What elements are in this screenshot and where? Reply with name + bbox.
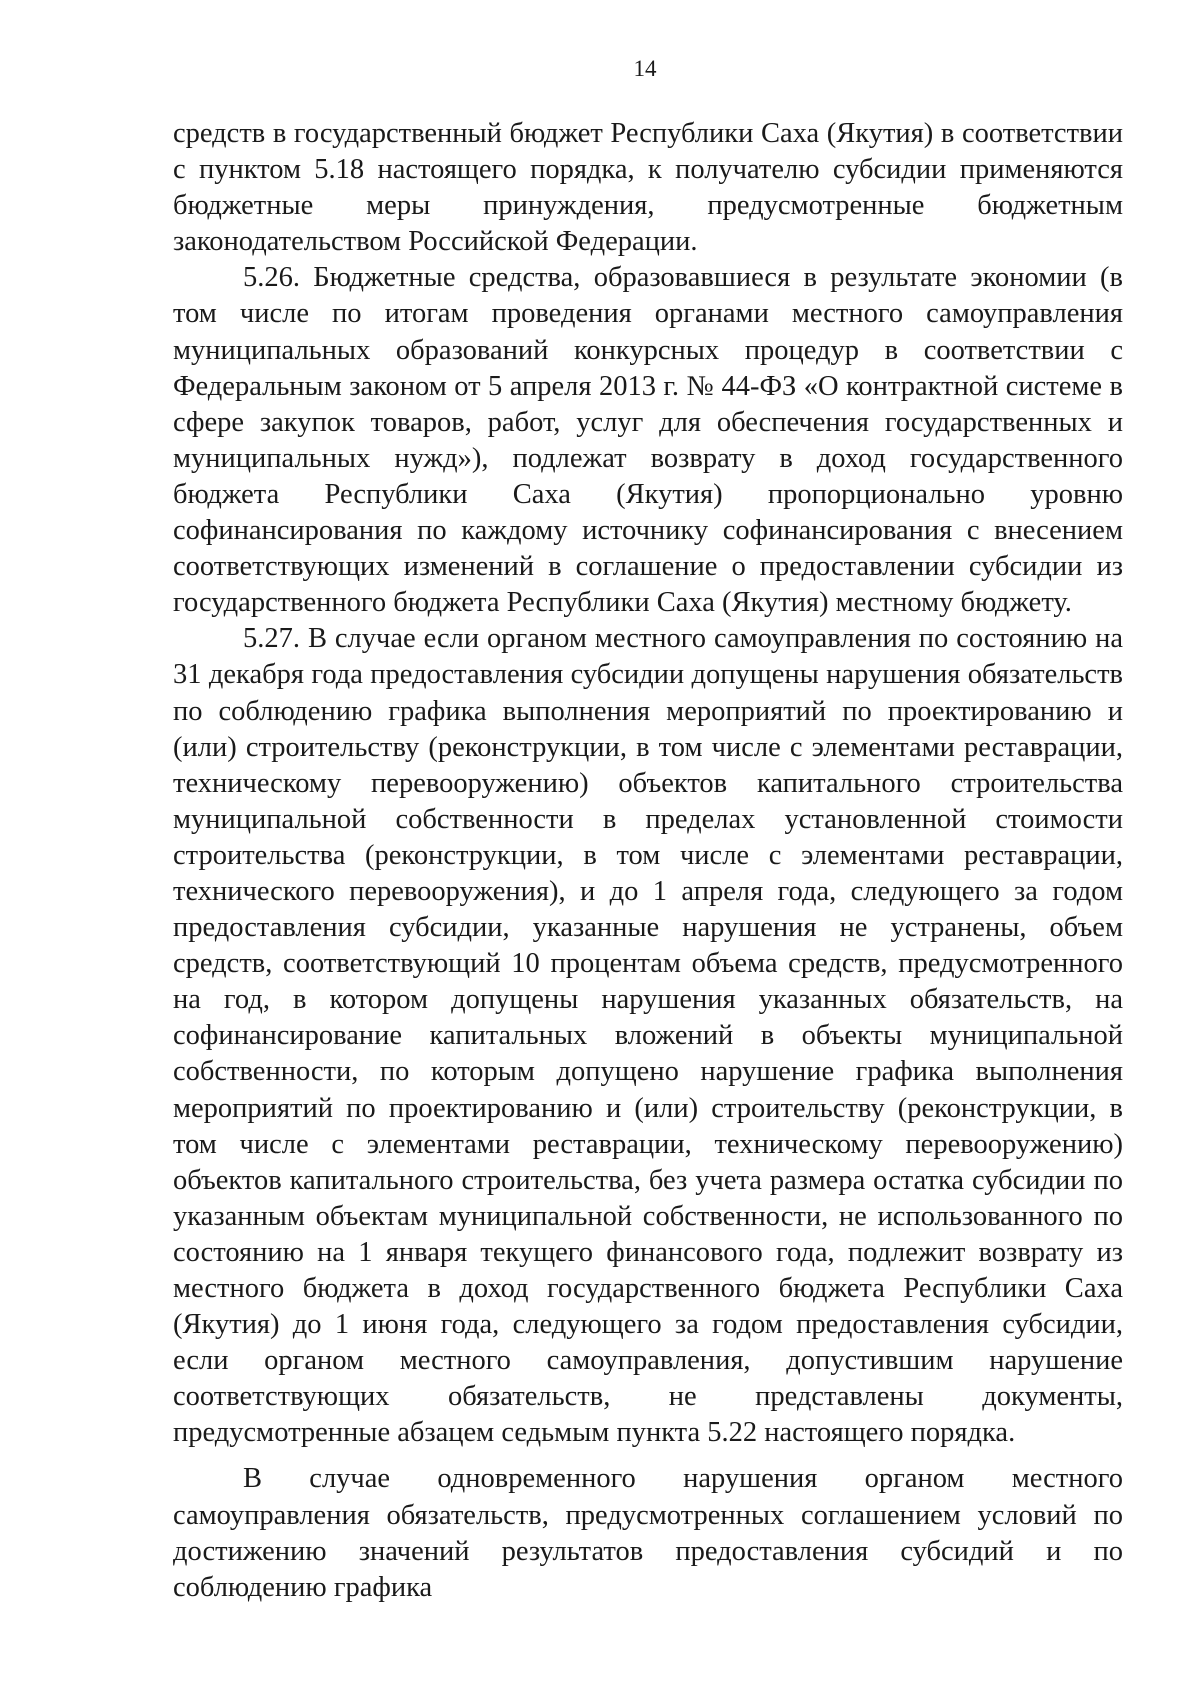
paragraph-simultaneous-violation: В случае одновременного нарушения органом местного самоуправления обязательств, предусмотренных соглашением условий по достижению значений результатов предоставления субсидий и по соблюдению графика: [173, 1463, 1123, 1603]
document-body: [173, 116, 1123, 1606]
page-number: 14: [633, 56, 657, 81]
paragraph-5-26: 5.26. Бюджетные средства, образовавшиеся в результате экономии (в том числе по итогам проведения органами местного самоуправления муниципальных образований конкурсных процедур в соответствии с Федеральным законом от 5 апреля 2013 г. № 44-ФЗ «О контрактной системе в сфере закупок товаров, работ, услуг для обеспечения государственных и муниципальных нужд»), подлежат возврату в доход государственного бюджета Республики Саха (Якутия) пропорционально уровню софинансирования по каждому источнику софинансирования с внесением соответствующих изменений в соглашение о предоставлении субсидии из государственного бюджета Республики Саха (Якутия) местному бюджету.: [173, 262, 1123, 619]
paragraph-continuation: средств в государственный бюджет Республики Саха (Якутия) в соответствии с пунктом 5.18 настоящего порядка, к получателю субсидии применяются бюджетные меры принуждения, предусмотренные бюджетным законодательством Российской Федерации.: [173, 118, 1123, 258]
paragraph-5-27: 5.27. В случае если органом местного самоуправления по состоянию на 31 декабря года предоставления субсидии допущены нарушения обязательств по соблюдению графика выполнения мероприятий по проектированию и (или) строительству (реконструкции, в том числе с элементами реставрации, техническому перевооружению) объектов капитального строительства муниципальной собственности в пределах установленной стоимости строительства (реконструкции, в том числе с элементами реставрации, технического перевооружения), и до 1 апреля года, следующего за годом предоставления субсидии, указанные нарушения не устранены, объем средств, соответствующий 10 процентам объема средств, предусмотренного на год, в котором допущены нарушения указанных обязательств, на софинансирование капитальных вложений в объекты муниципальной собственности, по которым допущено нарушение графика выполнения мероприятий по проектированию и (или) строительству (реконструкции, в том числе с элементами реставрации, техническому перевооружению) объектов капитального строительства, без учета размера остатка субсидии по указанным объектам муниципальной собственности, не использованного по состоянию на 1 января текущего финансового года, подлежит возврату из местного бюджета в доход государственного бюджета Республики Саха (Якутия) до 1 июня года, следующего за годом предоставления субсидии, если органом местного самоуправления, допустившим нарушение соответствующих обязательств, не представлены документы, предусмотренные абзацем седьмым пункта 5.22 настоящего порядка.: [173, 623, 1123, 1449]
